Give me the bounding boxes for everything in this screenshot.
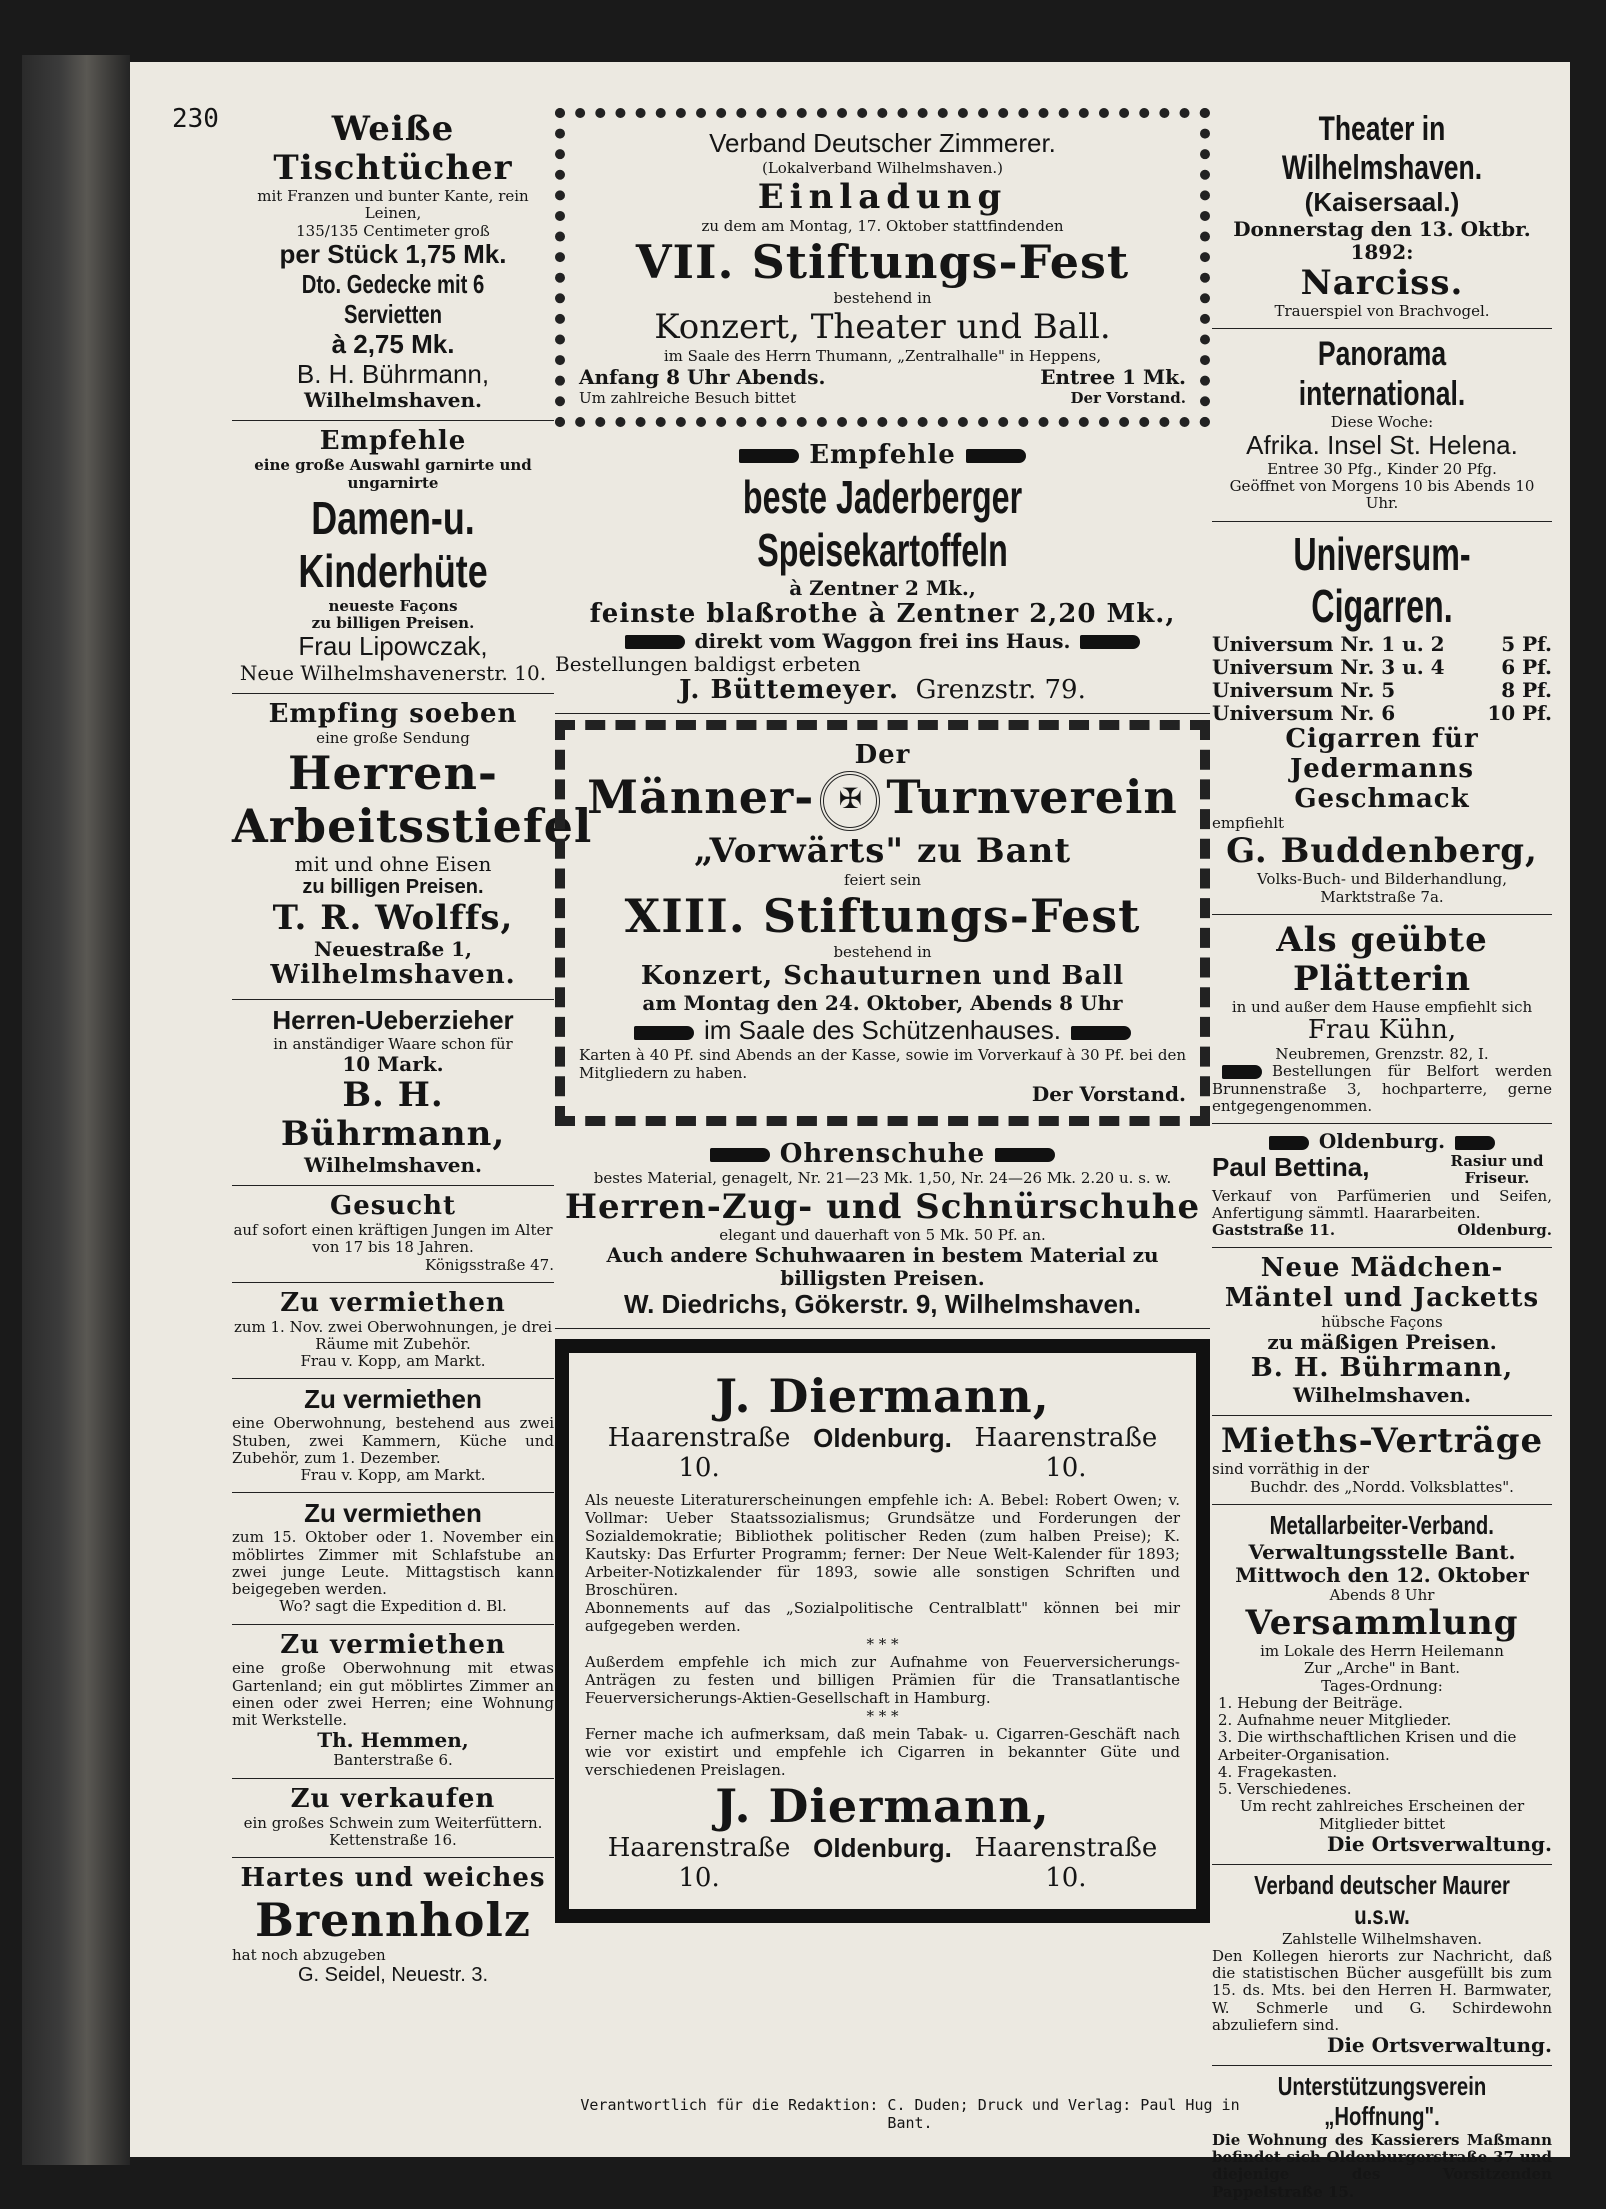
ad-divider: * * * bbox=[866, 1706, 899, 1725]
ad-text: zum 15. Oktober oder 1. November ein möblirtes Zimmer mit Schlafstube an zwei junge Leute. Mittagstisch kann beigegeben werden. bbox=[232, 1528, 554, 1598]
ad-location: Oldenburg. bbox=[813, 1832, 952, 1863]
ad-address: Königsstraße 47. bbox=[425, 1255, 554, 1274]
ad-title: Zu verkaufen bbox=[290, 1783, 496, 1814]
ad-for-rent-2 bbox=[232, 1379, 554, 1493]
ad-text: feiert sein bbox=[843, 871, 922, 890]
ad-advertiser: T. R. Wolffs, bbox=[272, 897, 514, 938]
ad-price: 10 Mark. bbox=[342, 1052, 444, 1076]
ad-text: am Montag den 24. Oktober, Abends 8 Uhr bbox=[642, 991, 1123, 1016]
ad-headline: Männer- bbox=[587, 770, 815, 825]
ad-text: mit Franzen und bunter Kante, rein Leinen, bbox=[257, 187, 529, 223]
ad-text: zu dem am Montag, 17. Oktober stattfindenden bbox=[701, 217, 1064, 235]
ad-title: Empfehle bbox=[809, 440, 956, 470]
ad-headline: Arbeitsstiefel bbox=[232, 798, 593, 853]
agenda-item: 4. Fragekasten. bbox=[1218, 1762, 1338, 1781]
ad-text: im Saale des Schützenhauses. bbox=[704, 1015, 1061, 1046]
ad-shoes bbox=[555, 1134, 1210, 1328]
ad-signature: Der Vorstand. bbox=[1031, 1082, 1186, 1107]
ad-price: à Zentner 2 Mk., bbox=[789, 575, 976, 600]
ad-text: Verwaltungsstelle Bant. bbox=[1248, 1539, 1516, 1564]
ad-text: zu mäßigen Preisen. bbox=[1267, 1330, 1497, 1355]
ad-title: Mieths-Verträge bbox=[1220, 1421, 1544, 1462]
ad-advertiser: Paul Bettina, bbox=[1212, 1152, 1370, 1183]
ad-text: auf sofort einen kräftigen Jungen im Alter von 17 bis 18 Jahren. bbox=[233, 1221, 553, 1257]
ad-text: im Lokale des Herrn Heilemann bbox=[1260, 1642, 1504, 1661]
ad-for-rent-4 bbox=[232, 1625, 554, 1779]
ad-title: Unterstützungsverein „Hoffnung". bbox=[1277, 2071, 1487, 2132]
ad-title: Empfing soeben bbox=[268, 698, 518, 729]
ad-location: Oldenburg. bbox=[1318, 1129, 1446, 1154]
product-name: Universum Nr. 1 u. 2 bbox=[1212, 632, 1445, 657]
ad-advertiser: B. H. Bührmann, bbox=[296, 358, 490, 389]
ad-text: hat noch abzugeben bbox=[232, 1945, 386, 1964]
ad-carpenters-festival bbox=[555, 108, 1210, 427]
ad-title: Empfehle bbox=[319, 426, 467, 457]
agenda-item: 5. Verschiedenes. bbox=[1218, 1780, 1352, 1799]
ad-text: Um recht zahlreiches Erscheinen der Mitglieder bittet bbox=[1239, 1797, 1525, 1833]
ad-advertiser: Frau Lipowczak, bbox=[298, 631, 488, 662]
ad-title: Verband deutscher Maurer u.s.w. bbox=[1254, 1869, 1510, 1930]
ad-text: direkt vom Waggon frei ins Haus. bbox=[694, 628, 1071, 653]
ad-title: Zu vermiethen bbox=[280, 1629, 506, 1660]
ad-text: Bestellungen baldigst erbeten bbox=[555, 651, 861, 676]
ad-address: Volks-Buch- und Bilderhandlung, Marktstraße 7a. bbox=[1256, 870, 1508, 906]
ad-headline: VII. Stiftungs-Fest bbox=[635, 235, 1130, 289]
ad-text: Donnerstag den 13. Oktbr. 1892: bbox=[1233, 217, 1531, 265]
ad-advertiser: Frau v. Kopp, am Markt. bbox=[300, 1352, 486, 1371]
ad-title: Herren-Ueberzieher bbox=[272, 1004, 514, 1035]
ad-location: Oldenburg. bbox=[1457, 1221, 1552, 1240]
ad-text: sind vorräthig in der bbox=[1212, 1460, 1370, 1479]
ad-text: in anständiger Waare schon für bbox=[273, 1034, 513, 1053]
ad-text: Auch andere Schuhwaaren in bestem Material zu billigsten Preisen. bbox=[606, 1242, 1159, 1290]
ad-headline: Herren-Zug- und Schnürschuhe bbox=[564, 1186, 1201, 1227]
price-row bbox=[1212, 702, 1552, 725]
ad-address: Kettenstraße 16. bbox=[329, 1830, 457, 1849]
ad-address: Neuestraße 1, bbox=[313, 936, 473, 961]
ad-text: Als neueste Literaturerscheinungen empfehle ich: A. Bebel: Robert Owen; v. Vollmar: Ueber Staatssozialismus; Grundsätze und Forderungen der Sozialdemokratie; Bibliothek politischer Reden (zum halben Preise); K. Kautsky: Das Erfurter Programm; ferner: Der Neue Welt-Kalender für 1893; Arbeiter-Notizkalender für 1893, sowie alle sonstigen Schriften und Broschüren. bbox=[585, 1490, 1180, 1599]
ad-title: Gesucht bbox=[329, 1191, 457, 1222]
product-name: Universum Nr. 3 u. 4 bbox=[1212, 655, 1445, 680]
ad-text: eine große Oberwohnung mit etwas Gartenland; ein gut möblirtes Zimmer an einen oder zwei Herren; eine Wohnung mit Werkstelle. bbox=[232, 1659, 554, 1730]
ad-headline: Konzert, Theater und Ball. bbox=[654, 307, 1111, 347]
ad-title: Zu vermiethen bbox=[280, 1287, 506, 1318]
pointing-hand-icon bbox=[1222, 1065, 1262, 1079]
ad-price: à 2,75 Mk. bbox=[331, 328, 455, 359]
ad-firewood bbox=[232, 1858, 554, 1995]
ad-diermann bbox=[555, 1339, 1210, 1923]
ad-text: empfiehlt bbox=[1212, 813, 1285, 832]
book-spine bbox=[22, 55, 130, 2165]
ad-headline: beste Jaderberger Speisekartoffeln bbox=[742, 470, 1023, 576]
ad-title: Zu vermiethen bbox=[304, 1384, 482, 1415]
ad-metalworkers bbox=[1212, 1505, 1552, 1865]
ad-text: elegant und dauerhaft von 5 Mk. 50 Pf. an. bbox=[719, 1225, 1046, 1244]
ad-headline: XIII. Stiftungs-Fest bbox=[624, 889, 1141, 944]
ad-text: Karten à 40 Pf. sind Abends an der Kasse, sowie im Vorverkauf à 30 Pf. bei den Mitgliedern zu haben. bbox=[579, 1046, 1186, 1083]
ad-title: Verband Deutscher Zimmerer. bbox=[709, 128, 1056, 158]
ad-title: Hartes und weiches bbox=[240, 1863, 546, 1894]
price-row bbox=[1212, 656, 1552, 679]
pointing-hand-icon bbox=[1269, 1136, 1309, 1150]
ad-advertiser: G. Buddenberg, bbox=[1226, 831, 1538, 872]
ad-headline: Brennholz bbox=[255, 1892, 531, 1947]
ad-tablecloths bbox=[232, 104, 554, 421]
ad-title: Metallarbeiter-Verband. bbox=[1269, 1509, 1495, 1540]
ad-address: Haarenstraße 10. bbox=[974, 1832, 1158, 1893]
agenda-item: 1. Hebung der Beiträge. bbox=[1218, 1693, 1403, 1712]
ad-panorama bbox=[1212, 329, 1552, 521]
ad-text: Geöffnet von Morgens 10 bis Abends 10 Uhr. bbox=[1229, 477, 1535, 513]
ad-text: Rasiur und Friseur. bbox=[1450, 1152, 1544, 1188]
ad-text: Dto. Gedecke mit 6 Servietten bbox=[301, 268, 485, 329]
agenda-item: 2. Aufnahme neuer Mitglieder. bbox=[1218, 1711, 1452, 1730]
pointing-hand-icon bbox=[634, 1026, 694, 1040]
pointing-hand-icon bbox=[966, 449, 1026, 463]
pointing-hand-icon bbox=[710, 1148, 770, 1162]
ad-text: Mittwoch den 12. Oktober bbox=[1235, 1562, 1529, 1587]
ad-address: Neue Wilhelmshavenerstr. 10. bbox=[239, 660, 547, 685]
ad-title: J. Diermann, bbox=[715, 1778, 1050, 1833]
ad-text: Wo? sagt die Expedition d. Bl. bbox=[279, 1597, 507, 1616]
ad-address: Haarenstraße 10. bbox=[607, 1422, 791, 1483]
ad-headline: Herren- bbox=[287, 746, 498, 801]
ad-advertiser: G. Seidel, Neuestr. 3. bbox=[297, 1964, 489, 1987]
ad-text: Anfang 8 Uhr Abends. bbox=[579, 365, 826, 389]
ad-advertiser: J. Büttemeyer. bbox=[679, 674, 900, 705]
ad-headline: Narciss. bbox=[1300, 263, 1464, 304]
agenda-item: 3. Die wirthschaftlichen Krisen und die Arbeiter-Organisation. bbox=[1218, 1728, 1517, 1764]
ad-address: Banterstraße 6. bbox=[333, 1751, 453, 1770]
ad-text: in und außer dem Hause empfiehlt sich bbox=[1231, 997, 1533, 1016]
ad-text: bestes Material, genagelt, Nr. 21—23 Mk. 1,50, Nr. 24—26 Mk. 2.20 u. s. w. bbox=[593, 1169, 1172, 1188]
ad-headline: Konzert, Schauturnen und Ball bbox=[640, 961, 1125, 992]
ad-headline: Turnverein bbox=[886, 770, 1178, 825]
ad-price: feinste blaßrothe à Zentner 2,20 Mk., bbox=[589, 598, 1176, 629]
ad-title: Panorama international. bbox=[1298, 335, 1466, 413]
ad-text: 135/135 Centimeter groß bbox=[296, 221, 490, 240]
product-price: 6 Pf. bbox=[1501, 655, 1552, 680]
ad-text: bestehend in bbox=[833, 289, 932, 307]
ad-text: bestehend in bbox=[833, 943, 932, 962]
ad-advertiser: Th. Hemmen, bbox=[317, 1728, 469, 1753]
ad-text: Abends 8 Uhr bbox=[1329, 1585, 1435, 1604]
product-price: 5 Pf. bbox=[1501, 632, 1552, 657]
ad-address: Gaststraße 11. bbox=[1212, 1221, 1336, 1240]
ad-overcoats bbox=[232, 1000, 554, 1186]
ad-text: neueste Façons bbox=[328, 596, 458, 615]
pointing-hand-icon bbox=[995, 1148, 1055, 1162]
turnverein-emblem-icon: ✠ bbox=[820, 771, 880, 831]
ad-text: hübsche Façons bbox=[1321, 1313, 1443, 1332]
ad-headline: Versammlung bbox=[1245, 1603, 1519, 1644]
ad-address: Haarenstraße 10. bbox=[974, 1422, 1158, 1483]
ad-text: Die Wohnung des Kassierers Maßmann befindet sich Oldenburgerstraße 37 und diejenige des Vorsitzenden Pappelstraße 15. bbox=[1212, 2130, 1552, 2201]
ad-title: Universum-Cigarren. bbox=[1293, 527, 1471, 633]
ad-price: Entree 1 Mk. bbox=[1040, 365, 1186, 389]
ad-support-association bbox=[1212, 2066, 1552, 2209]
ad-text: Den Kollegen hierorts zur Nachricht, daß die statistischen Bücher ausgefüllt bis zum 15. ds. Mts. bei den Herren H. Barmwater, W. Schmerle und G. Schirdewohn abzuliefern sind. bbox=[1212, 1946, 1552, 2034]
ad-address: Grenzstr. 79. bbox=[915, 674, 1086, 705]
ad-work-boots bbox=[232, 694, 593, 1000]
ad-title: Als geübte Plätterin bbox=[1276, 919, 1488, 999]
ad-text: Buchdr. des „Nordd. Volksblattes". bbox=[1250, 1477, 1514, 1496]
ad-location: Wilhelmshaven. bbox=[304, 1153, 482, 1178]
ad-masons bbox=[1212, 1865, 1552, 2066]
ad-signature: Die Ortsverwaltung. bbox=[1326, 1831, 1552, 1856]
ad-text: Ferner mache ich aufmerksam, daß mein Tabak- u. Cigarren-Geschäft nach wie vor existirt und empfehle ich Cigarren in bekannter Güte und verschiedenen Preislagen. bbox=[585, 1724, 1180, 1779]
ad-headline: Cigarren für Jedermanns Geschmack bbox=[1285, 724, 1479, 815]
ad-ironer bbox=[1212, 915, 1552, 1124]
ad-divider: * * * bbox=[866, 1634, 899, 1653]
product-price: 10 Pf. bbox=[1487, 701, 1552, 726]
ad-text: mit und ohne Eisen bbox=[294, 851, 492, 876]
pointing-hand-icon bbox=[1071, 1026, 1131, 1040]
ad-gymnastics-festival bbox=[555, 720, 1210, 1126]
ad-leases bbox=[1212, 1416, 1552, 1505]
ad-text: (Lokalverband Wilhelmshaven.) bbox=[761, 159, 1003, 177]
ad-for-sale bbox=[232, 1779, 554, 1858]
ad-text: Zur „Arche" in Bant. bbox=[1303, 1659, 1461, 1678]
price-row bbox=[1212, 679, 1552, 702]
ad-address: Haarenstraße 10. bbox=[607, 1832, 791, 1893]
ad-headline: Einladung bbox=[757, 177, 1008, 217]
ad-title: Zu vermiethen bbox=[304, 1498, 482, 1529]
ad-headline: „Vorwärts" zu Bant bbox=[693, 831, 1072, 872]
ad-address: Neubremen, Grenzstr. 82, I. bbox=[1275, 1045, 1489, 1064]
ad-title: J. Diermann, bbox=[715, 1368, 1050, 1423]
product-name: Universum Nr. 6 bbox=[1212, 701, 1396, 726]
ad-potatoes bbox=[555, 435, 1210, 714]
ad-text: Verkauf von Parfümerien und Seifen, Anfertigung sämmtl. Haararbeiten. bbox=[1212, 1186, 1552, 1222]
left-column bbox=[232, 104, 593, 1995]
ad-text: Tages-Ordnung: bbox=[1321, 1676, 1443, 1695]
page-number: 230 bbox=[172, 104, 219, 134]
ad-text: im Saale des Herrn Thumann, „Zentralhalle" in Heppens, bbox=[663, 347, 1102, 365]
ad-text: Der bbox=[854, 740, 911, 771]
ad-location: Wilhelmshaven. bbox=[1293, 1383, 1471, 1408]
ad-location: Wilhelmshaven. bbox=[270, 959, 516, 990]
ad-text: Abonnements auf das „Sozialpolitische Centralblatt" können bei mir aufgegeben werden. bbox=[585, 1598, 1180, 1635]
product-name: Universum Nr. 5 bbox=[1212, 678, 1396, 703]
ad-location: Oldenburg. bbox=[813, 1422, 952, 1453]
ad-location: Wilhelmshaven. bbox=[304, 388, 482, 413]
ad-advertiser: Frau Kühn, bbox=[1307, 1015, 1457, 1046]
ad-text: Zahlstelle Wilhelmshaven. bbox=[1281, 1929, 1483, 1948]
ad-advertiser: B. H. Bührmann, bbox=[1250, 1353, 1514, 1384]
imprint-footer: Verantwortlich für die Redaktion: C. Duden; Druck und Verlag: Paul Hug in Bant. bbox=[580, 2096, 1240, 2132]
ad-price: per Stück 1,75 Mk. bbox=[279, 238, 507, 269]
ad-theater bbox=[1212, 104, 1552, 329]
ad-advertiser: Frau v. Kopp, am Markt. bbox=[300, 1466, 486, 1485]
ad-text: Trauerspiel von Brachvogel. bbox=[1274, 302, 1490, 321]
ad-text: zum 1. Nov. zwei Oberwohnungen, je drei Räume mit Zubehör. bbox=[233, 1317, 553, 1353]
middle-column bbox=[555, 104, 1210, 1933]
ad-text: Um zahlreiche Besuch bittet bbox=[579, 389, 796, 407]
price-row bbox=[1212, 633, 1552, 656]
ad-text: (Kaisersaal.) bbox=[1304, 187, 1460, 218]
ad-title: Neue Mädchen-Mäntel und Jacketts bbox=[1224, 1253, 1540, 1314]
ad-text: eine große Auswahl garnirte und ungarnirte bbox=[254, 456, 532, 492]
ad-cigars bbox=[1212, 522, 1552, 915]
ad-text: eine große Sendung bbox=[316, 728, 470, 747]
ad-title: Weiße Tischtücher bbox=[273, 109, 513, 189]
ad-text: Diese Woche: bbox=[1330, 412, 1434, 431]
ad-signature: Der Vorstand. bbox=[1070, 389, 1186, 407]
ad-headline: Damen-u. Kinderhüte bbox=[298, 491, 488, 597]
ad-headline: Afrika. Insel St. Helena. bbox=[1246, 429, 1518, 460]
ad-text: ein großes Schwein zum Weiterfüttern. bbox=[243, 1813, 543, 1832]
ad-text: Bestellungen für Belfort werden Brunnenstraße 3, hochparterre, gerne entgegengenommen. bbox=[1212, 1062, 1552, 1115]
ad-coats bbox=[1212, 1248, 1552, 1416]
ad-text: Außerdem empfehle ich mich zur Aufnahme von Feuerversicherungs-Anträgen zu festen und billigen Prämien für die Transatlantische Feuerversicherungs-Aktien-Gesellschaft in Hamburg. bbox=[585, 1652, 1180, 1707]
ad-barber bbox=[1212, 1124, 1552, 1248]
ad-wanted bbox=[232, 1186, 554, 1283]
pointing-hand-icon bbox=[739, 449, 799, 463]
pointing-hand-icon bbox=[625, 635, 685, 649]
ad-advertiser: B. H. Bührmann, bbox=[280, 1075, 506, 1155]
pointing-hand-icon bbox=[1080, 635, 1140, 649]
ad-for-rent-1 bbox=[232, 1283, 554, 1380]
ad-for-rent-3 bbox=[232, 1493, 554, 1624]
ad-advertiser: W. Diedrichs, Gökerstr. 9, Wilhelmshaven. bbox=[623, 1288, 1142, 1319]
pointing-hand-icon bbox=[1455, 1136, 1495, 1150]
ad-price: Entree 30 Pfg., Kinder 20 Pfg. bbox=[1267, 459, 1497, 478]
ad-signature: Die Ortsverwaltung. bbox=[1326, 2033, 1552, 2058]
right-column bbox=[1212, 104, 1552, 2209]
ad-text: zu billigen Preisen. bbox=[302, 875, 484, 898]
ad-title: Ohrenschuhe bbox=[779, 1139, 986, 1170]
ad-title: Theater in Wilhelmshaven. bbox=[1281, 110, 1483, 188]
ad-text: eine Oberwohnung, bestehend aus zwei Stuben, zwei Kammern, Küche und Zubehör, zum 1. Dezember. bbox=[232, 1414, 554, 1467]
product-price: 8 Pf. bbox=[1501, 678, 1552, 703]
ad-hats bbox=[232, 421, 554, 694]
ad-text: zu billigen Preisen. bbox=[311, 613, 475, 632]
